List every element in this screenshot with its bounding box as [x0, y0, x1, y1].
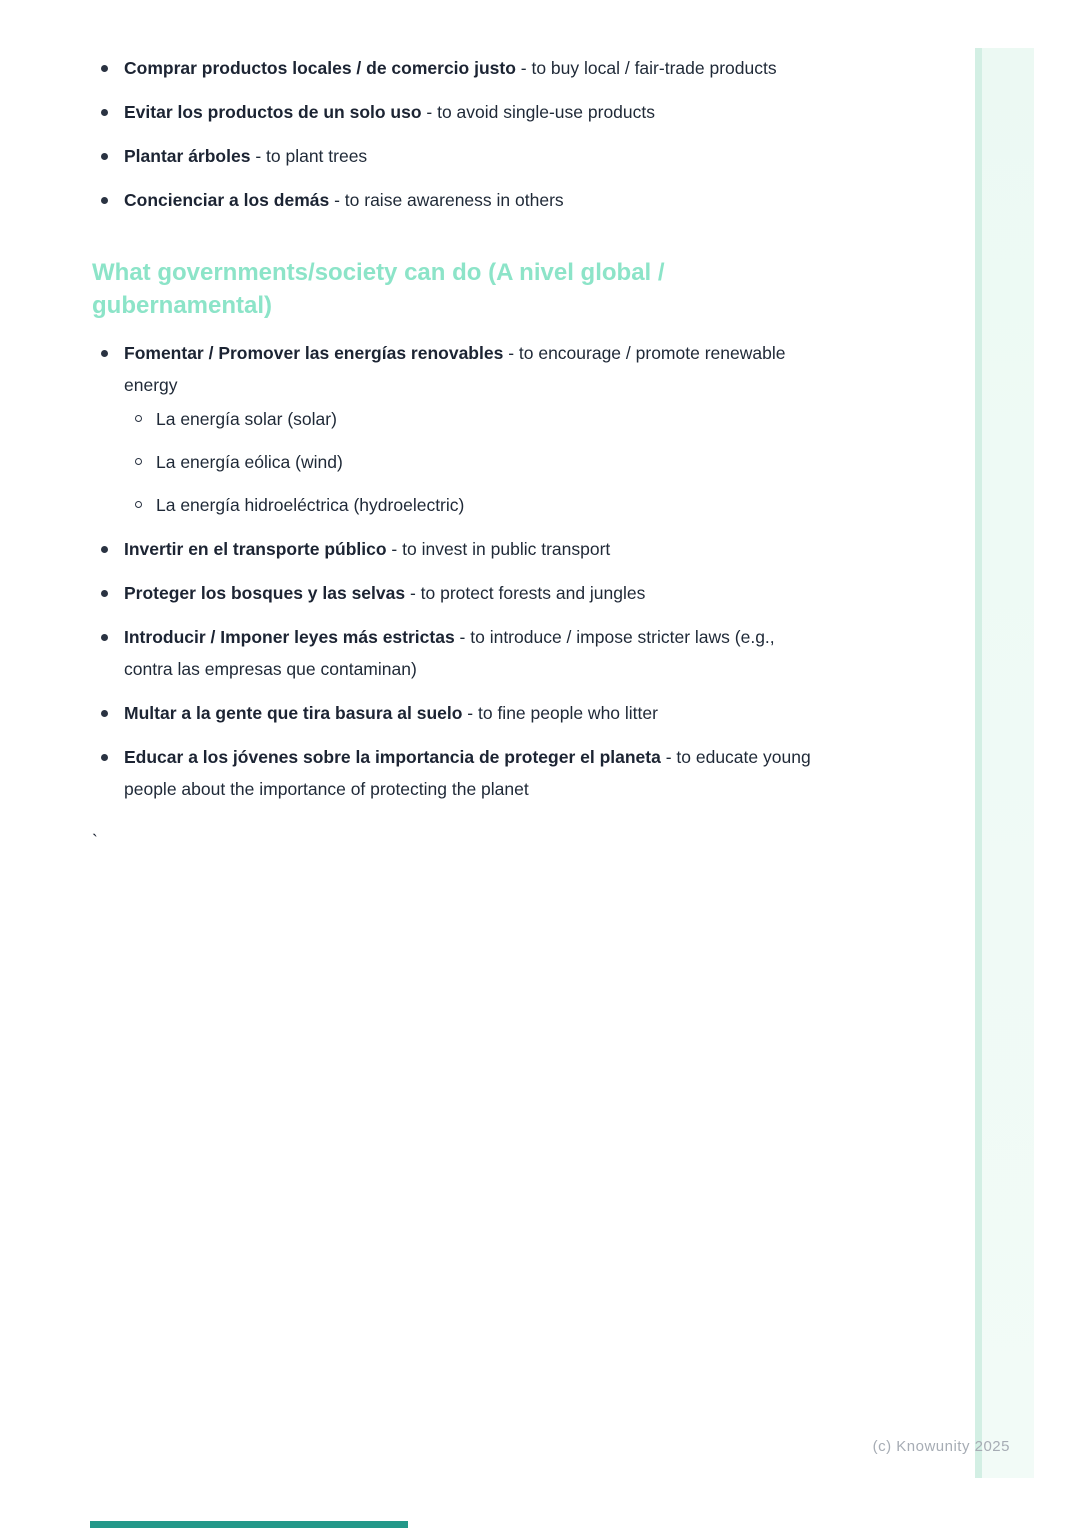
term-spanish: Multar a la gente que tira basura al suelo [124, 703, 463, 723]
bullet-dot-icon [101, 590, 108, 597]
term-english: - to buy local / fair-trade products [515, 58, 777, 78]
sublist-item [124, 446, 816, 478]
individual-actions-list [92, 52, 816, 216]
renewable-energy-sublist [124, 403, 816, 521]
term-english: - to raise awareness in others [329, 190, 564, 210]
bullet-dot-icon [101, 546, 108, 553]
term-english: - to encourage / promote renewable energy [124, 343, 786, 395]
stray-backtick-character: ` [92, 831, 98, 851]
document-content [92, 52, 816, 857]
section-heading: What governments/society can do (A nivel global / gubernamental) [92, 259, 665, 319]
term-spanish: Educar a los jóvenes sobre la importancia de proteger el planeta [124, 747, 661, 767]
sublist-item [124, 403, 816, 435]
bullet-dot-icon [101, 350, 108, 357]
hollow-bullet-icon [135, 458, 142, 465]
bullet-dot-icon [101, 710, 108, 717]
term-english: - to plant trees [250, 146, 368, 166]
sub-term: La energía eólica (wind) [156, 452, 343, 472]
term-english: - to protect forests and jungles [405, 583, 646, 603]
list-item [92, 577, 816, 609]
term-spanish: Concienciar a los demás [124, 190, 330, 210]
term-english: - to educate young people about the importance of protecting the planet [124, 747, 811, 799]
bullet-dot-icon [101, 109, 108, 116]
hollow-bullet-icon [135, 501, 142, 508]
term-spanish: Introducir / Imponer leyes más estrictas [124, 627, 455, 647]
bullet-dot-icon [101, 197, 108, 204]
list-item [92, 140, 816, 172]
term-english: - to invest in public transport [386, 539, 611, 559]
bullet-dot-icon [101, 634, 108, 641]
list-item [92, 697, 816, 729]
term-spanish: Proteger los bosques y las selvas [124, 583, 406, 603]
term-spanish: Fomentar / Promover las energías renovables [124, 343, 504, 363]
list-item [92, 184, 816, 216]
term-english: - to fine people who litter [462, 703, 658, 723]
term-english: - to avoid single-use products [421, 102, 656, 122]
term-spanish: Plantar árboles [124, 146, 251, 166]
page-bottom-accent-bar [90, 1521, 408, 1528]
term-spanish: Invertir en el transporte público [124, 539, 387, 559]
term-spanish: Evitar los productos de un solo uso [124, 102, 422, 122]
list-item [92, 96, 816, 128]
government-actions-list [92, 337, 816, 805]
term-spanish: Comprar productos locales / de comercio justo [124, 58, 516, 78]
hollow-bullet-icon [135, 415, 142, 422]
sub-term: La energía solar (solar) [156, 409, 337, 429]
list-item [92, 337, 816, 521]
list-item [92, 533, 816, 565]
bullet-dot-icon [101, 65, 108, 72]
bullet-dot-icon [101, 153, 108, 160]
list-item [92, 621, 816, 685]
term-english: - to introduce / impose stricter laws (e.g., contra las empresas que contaminan) [124, 627, 775, 679]
sublist-item [124, 489, 816, 521]
bullet-dot-icon [101, 754, 108, 761]
list-item [92, 741, 816, 805]
copyright-notice: (c) Knowunity 2025 [872, 1438, 1010, 1455]
right-margin-accent-bar [975, 48, 1034, 1478]
list-item [92, 52, 816, 84]
sub-term: La energía hidroeléctrica (hydroelectric) [156, 495, 465, 515]
